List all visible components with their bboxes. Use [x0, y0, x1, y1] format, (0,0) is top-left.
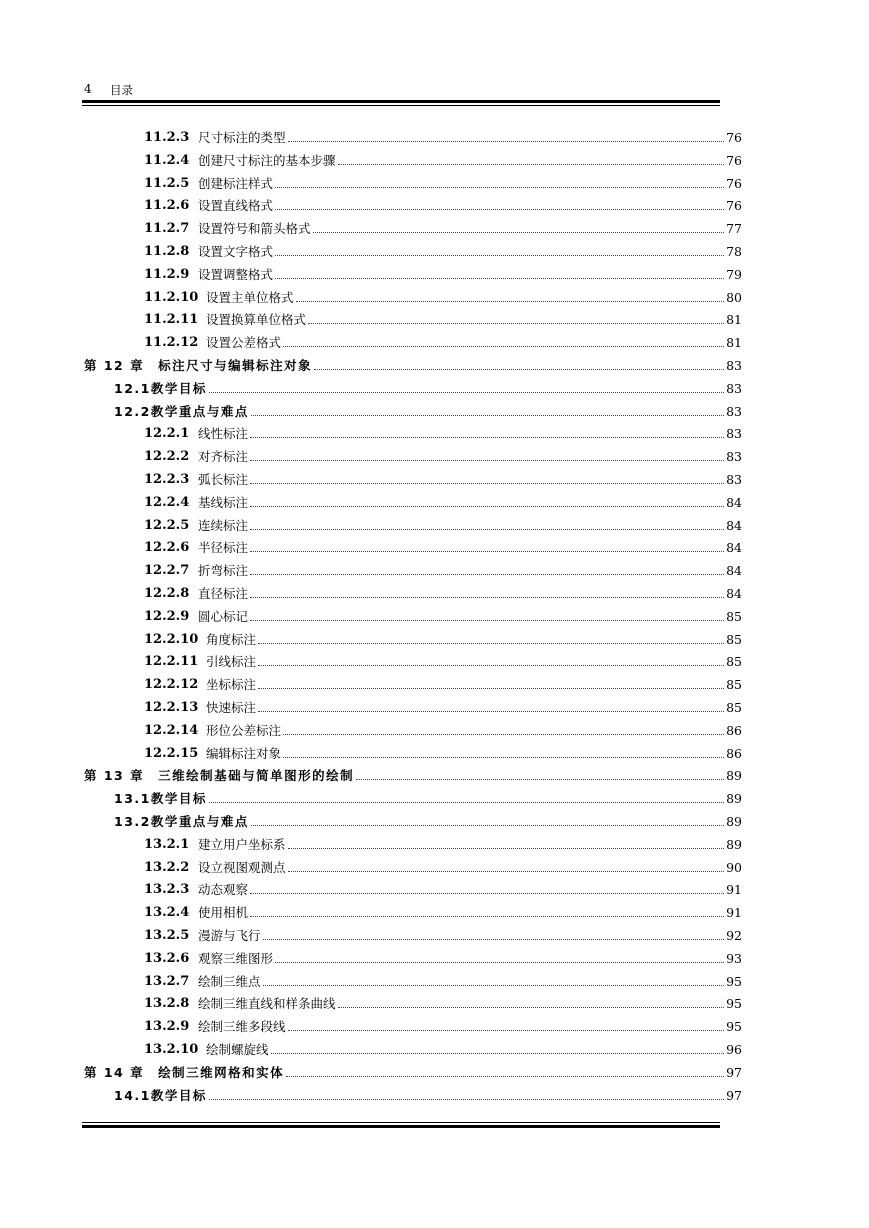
toc-entry-title: 引线标注: [206, 654, 257, 670]
toc-leader-dots: [250, 892, 724, 894]
toc-entry[interactable]: [84, 1059, 742, 1081]
toc-entry-title: 教学目标: [150, 791, 207, 807]
toc-entry[interactable]: [144, 990, 742, 1012]
toc-entry-number: 11.2.9: [144, 266, 190, 282]
footer-rule-thin: [82, 1122, 720, 1123]
toc-entry-page: 83: [726, 380, 742, 396]
toc-leader-dots: [251, 414, 724, 416]
toc-leader-dots: [275, 254, 724, 256]
toc-leader-dots: [209, 801, 724, 803]
toc-entry-number: 11.2.4: [144, 152, 190, 168]
toc-entry-number: 12.2.1: [144, 426, 190, 442]
toc-leader-dots: [286, 1075, 724, 1077]
toc-entry-number: 12.2.7: [144, 563, 190, 579]
toc-leader-dots: [250, 915, 724, 917]
toc-leader-dots: [250, 596, 724, 598]
toc-entry[interactable]: [144, 261, 742, 283]
toc-entry-page: 95: [726, 1019, 742, 1035]
toc-entry-title: 角度标注: [206, 631, 257, 647]
toc-entry-title: 对齐标注: [198, 449, 249, 465]
toc-entry[interactable]: [144, 603, 742, 625]
toc-leader-dots: [288, 847, 725, 849]
toc-leader-dots: [258, 664, 724, 666]
toc-entry-number: 13.2.6: [144, 950, 190, 966]
toc-leader-dots: [296, 300, 725, 302]
toc-leader-dots: [356, 778, 724, 780]
toc-entry-title: 基线标注: [198, 494, 249, 510]
toc-entry-number: 12.2.5: [144, 517, 190, 533]
toc-entry-page: 76: [726, 198, 742, 214]
toc-entry[interactable]: [144, 420, 742, 442]
toc-entry-title: 形位公差标注: [206, 722, 282, 738]
toc-entry[interactable]: [144, 717, 742, 739]
toc-leader-dots: [250, 550, 724, 552]
toc-entry[interactable]: [144, 147, 742, 169]
toc-entry[interactable]: [84, 762, 742, 784]
toc-entry[interactable]: [114, 808, 742, 830]
toc-entry-title: 教学重点与难点: [150, 403, 249, 419]
toc-entry-title: 设置直线格式: [198, 198, 274, 214]
toc-entry-number: 12.2.13: [144, 700, 199, 715]
toc-entry[interactable]: [114, 398, 742, 420]
toc-leader-dots: [250, 573, 724, 575]
toc-entry-page: 97: [726, 1064, 742, 1080]
toc-leader-dots: [263, 984, 725, 986]
toc-entry-title: 设置公差格式: [206, 335, 282, 351]
toc-entry-page: 96: [726, 1042, 742, 1057]
toc-entry-title: 绘制三维多段线: [198, 1019, 286, 1035]
toc-leader-dots: [314, 368, 724, 370]
toc-entry[interactable]: [144, 215, 742, 237]
toc-entry-title: 绘制三维点: [198, 973, 261, 989]
toc-entry-page: 76: [726, 130, 742, 145]
toc-entry-number: 12.1: [114, 380, 151, 396]
toc-entry-number: 14.1: [114, 1087, 151, 1103]
toc-leader-dots: [275, 186, 724, 188]
toc-leader-dots: [250, 459, 724, 461]
toc-entry-page: 76: [726, 152, 742, 168]
toc-entry-page: 84: [726, 517, 742, 533]
toc-entry-page: 83: [726, 426, 742, 442]
toc-leader-dots: [250, 528, 724, 530]
toc-entry[interactable]: [144, 876, 742, 898]
toc-entry[interactable]: [144, 1013, 742, 1035]
toc-leader-dots: [275, 961, 724, 963]
toc-entry[interactable]: [144, 1036, 742, 1058]
toc-entry-title: 弧长标注: [198, 472, 249, 487]
toc-entry[interactable]: [144, 968, 742, 990]
toc-entry-page: 93: [726, 950, 742, 966]
toc-entry[interactable]: [114, 375, 742, 397]
toc-entry[interactable]: [114, 1082, 742, 1104]
toc-entry[interactable]: [144, 831, 742, 853]
toc-entry-number: 13.2.3: [144, 882, 190, 898]
toc-entry-number: 13.2: [114, 814, 151, 829]
toc-entry-title: 设置调整格式: [198, 266, 274, 282]
toc-entry-title: 使用相机: [198, 905, 249, 921]
toc-leader-dots: [271, 1052, 725, 1054]
toc-leader-dots: [258, 710, 724, 712]
toc-entry-title: 创建标注样式: [198, 175, 274, 191]
toc-entry-page: 78: [726, 244, 742, 259]
toc-entry-number: 12.2.9: [144, 608, 190, 624]
toc-entry-title: 漫游与飞行: [198, 928, 261, 943]
toc-entry[interactable]: [144, 329, 742, 351]
toc-entry-page: 90: [726, 859, 742, 875]
toc-entry-number: 11.2.3: [144, 130, 190, 145]
toc-entry[interactable]: [144, 945, 742, 967]
toc-entry-number: 11.2.5: [144, 175, 190, 191]
toc-entry-title: 观察三维图形: [198, 950, 274, 966]
toc-leader-dots: [251, 824, 724, 826]
toc-entry-title: 半径标注: [198, 540, 249, 556]
toc-entry[interactable]: [144, 124, 742, 146]
toc-entry-page: 83: [726, 403, 742, 419]
toc-entry-number: 12.2.4: [144, 494, 190, 510]
toc-entry-title: 绘制三维网格和实体: [158, 1064, 285, 1080]
toc-entry-page: 95: [726, 973, 742, 989]
page-number: 4: [84, 82, 92, 96]
toc-entry-title: 连续标注: [198, 517, 249, 533]
toc-entry-page: 81: [726, 312, 742, 328]
running-title: 目录: [110, 83, 133, 97]
toc-entry-title: 三维绘制基础与简单图形的绘制: [158, 768, 355, 784]
toc-entry-page: 84: [726, 494, 742, 510]
toc-entry-number: 第 13 章: [84, 768, 145, 784]
toc-leader-dots: [209, 1098, 724, 1100]
toc-entry[interactable]: [114, 785, 742, 807]
toc-entry-page: 97: [726, 1087, 742, 1103]
toc-leader-dots: [338, 1006, 725, 1008]
toc-entry-title: 教学重点与难点: [150, 814, 249, 829]
toc-entry[interactable]: [144, 489, 742, 511]
toc-entry-title: 尺寸标注的类型: [198, 130, 286, 145]
toc-entry-number: 13.2.7: [144, 973, 190, 989]
toc-entry-number: 11.2.7: [144, 221, 190, 237]
toc-entry-title: 建立用户坐标系: [198, 836, 286, 852]
toc-entry-page: 85: [726, 631, 742, 647]
toc-entry[interactable]: [144, 534, 742, 556]
toc-entry-page: 95: [726, 996, 742, 1012]
toc-entry-page: 76: [726, 175, 742, 191]
toc-entry-page: 84: [726, 540, 742, 556]
toc-leader-dots: [258, 642, 724, 644]
toc-entry-page: 89: [726, 768, 742, 784]
toc-entry-page: 86: [726, 722, 742, 738]
toc-entry-page: 81: [726, 335, 742, 351]
toc-entry-title: 设置换算单位格式: [206, 312, 307, 328]
toc-entry-number: 12.2: [114, 403, 151, 419]
toc-entry-page: 83: [726, 449, 742, 465]
toc-entry[interactable]: [144, 740, 742, 762]
toc-entry-number: 第 12 章: [84, 358, 145, 373]
toc-entry-title: 设置文字格式: [198, 244, 274, 259]
toc-entry-page: 77: [726, 221, 742, 237]
toc-entry[interactable]: [144, 192, 742, 214]
toc-entry-page: 84: [726, 586, 742, 601]
toc-entry[interactable]: [84, 352, 742, 374]
toc-entry-title: 设置主单位格式: [206, 289, 294, 305]
toc-entry-page: 86: [726, 745, 742, 761]
toc-entry-number: 13.1: [114, 791, 151, 807]
toc-entry-number: 13.2.1: [144, 836, 190, 852]
toc-entry-page: 83: [726, 358, 742, 373]
toc-entry-title: 创建尺寸标注的基本步骤: [198, 152, 336, 168]
toc-entry[interactable]: [144, 854, 742, 876]
toc-entry-number: 12.2.3: [144, 472, 190, 487]
toc-entry-page: 85: [726, 608, 742, 624]
toc-entry-title: 设立视图观测点: [198, 859, 286, 875]
toc-entry[interactable]: [144, 512, 742, 534]
toc-entry-number: 12.2.8: [144, 586, 190, 601]
toc-entry[interactable]: [144, 671, 742, 693]
toc-entry-number: 12.2.10: [144, 631, 199, 647]
toc-entry[interactable]: [144, 580, 742, 602]
header-rule-thick: [82, 100, 720, 103]
toc-leader-dots: [313, 231, 725, 233]
toc-leader-dots: [263, 938, 725, 940]
toc-entry-number: 13.2.10: [144, 1042, 199, 1057]
toc-leader-dots: [250, 619, 724, 621]
toc-entry-page: 91: [726, 882, 742, 898]
toc-leader-dots: [209, 391, 724, 393]
toc-leader-dots: [250, 505, 724, 507]
toc-leader-dots: [275, 208, 724, 210]
toc-entry-page: 85: [726, 700, 742, 715]
toc-entry-title: 教学目标: [150, 380, 207, 396]
toc-entry-page: 91: [726, 905, 742, 921]
toc-leader-dots: [275, 277, 724, 279]
toc-entry-number: 11.2.6: [144, 198, 190, 214]
toc-entry[interactable]: [144, 238, 742, 260]
toc-leader-dots: [338, 163, 725, 165]
header-rule-thin: [82, 105, 720, 106]
toc-entry-number: 12.2.15: [144, 745, 199, 761]
toc-entry[interactable]: [144, 626, 742, 648]
toc-entry-number: 12.2.6: [144, 540, 190, 556]
toc-leader-dots: [283, 733, 724, 735]
toc-entry-page: 85: [726, 677, 742, 693]
toc-entry-page: 89: [726, 791, 742, 807]
toc-leader-dots: [250, 482, 724, 484]
toc-entry[interactable]: [144, 170, 742, 192]
toc-leader-dots: [283, 345, 724, 347]
toc-entry-title: 快速标注: [206, 700, 257, 715]
toc-entry-page: 89: [726, 814, 742, 829]
toc-entry-title: 编辑标注对象: [206, 745, 282, 761]
toc-entry-title: 折弯标注: [198, 563, 249, 579]
toc-entry[interactable]: [144, 443, 742, 465]
toc-entry-title: 标注尺寸与编辑标注对象: [158, 358, 313, 373]
toc-entry-number: 第 14 章: [84, 1064, 145, 1080]
toc-entry-title: 线性标注: [198, 426, 249, 442]
toc-entry-number: 13.2.9: [144, 1019, 190, 1035]
toc-entry-number: 13.2.8: [144, 996, 190, 1012]
toc-entry-title: 坐标标注: [206, 677, 257, 693]
toc-entry-page: 83: [726, 472, 742, 487]
toc-entry-number: 12.2.2: [144, 449, 190, 465]
toc-entry-page: 92: [726, 928, 742, 943]
toc-entry[interactable]: [144, 284, 742, 306]
toc-entry-title: 动态观察: [198, 882, 249, 898]
toc-entry[interactable]: [144, 694, 742, 716]
toc-entry-number: 12.2.14: [144, 722, 199, 738]
toc-leader-dots: [283, 756, 724, 758]
toc-leader-dots: [288, 140, 725, 142]
toc-entry-number: 11.2.8: [144, 244, 190, 259]
toc-entry-title: 绘制三维直线和样条曲线: [198, 996, 336, 1012]
toc-entry-title: 绘制螺旋线: [206, 1042, 269, 1057]
footer-rule-thick: [82, 1125, 720, 1128]
toc-entry-number: 13.2.5: [144, 928, 190, 943]
toc-entry[interactable]: [144, 557, 742, 579]
toc-entry-page: 84: [726, 563, 742, 579]
toc-entry-number: 12.2.11: [144, 654, 199, 670]
toc-entry-number: 11.2.11: [144, 312, 199, 328]
toc-leader-dots: [308, 322, 724, 324]
toc-entry[interactable]: [144, 306, 742, 328]
toc-entry-number: 11.2.12: [144, 335, 199, 351]
toc-leader-dots: [258, 687, 724, 689]
toc-entry-title: 教学目标: [150, 1087, 207, 1103]
toc-entry-page: 85: [726, 654, 742, 670]
toc-leader-dots: [250, 436, 724, 438]
toc-entry-number: 12.2.12: [144, 677, 199, 693]
toc-entry-title: 设置符号和箭头格式: [198, 221, 311, 237]
toc-leader-dots: [288, 870, 725, 872]
toc-entry-number: 13.2.2: [144, 859, 190, 875]
toc-entry-title: 圆心标记: [198, 608, 249, 624]
toc-entry[interactable]: [144, 922, 742, 944]
toc-entry[interactable]: [144, 899, 742, 921]
toc-entry-title: 直径标注: [198, 586, 249, 601]
page-header: [84, 82, 720, 102]
toc-entry-number: 13.2.4: [144, 905, 190, 921]
toc-leader-dots: [288, 1029, 725, 1031]
toc-entry-page: 79: [726, 266, 742, 282]
toc-entry-page: 89: [726, 836, 742, 852]
toc-entry[interactable]: [144, 648, 742, 670]
toc-entry[interactable]: [144, 466, 742, 488]
toc-entry-number: 11.2.10: [144, 289, 199, 305]
toc-entry-page: 80: [726, 289, 742, 305]
